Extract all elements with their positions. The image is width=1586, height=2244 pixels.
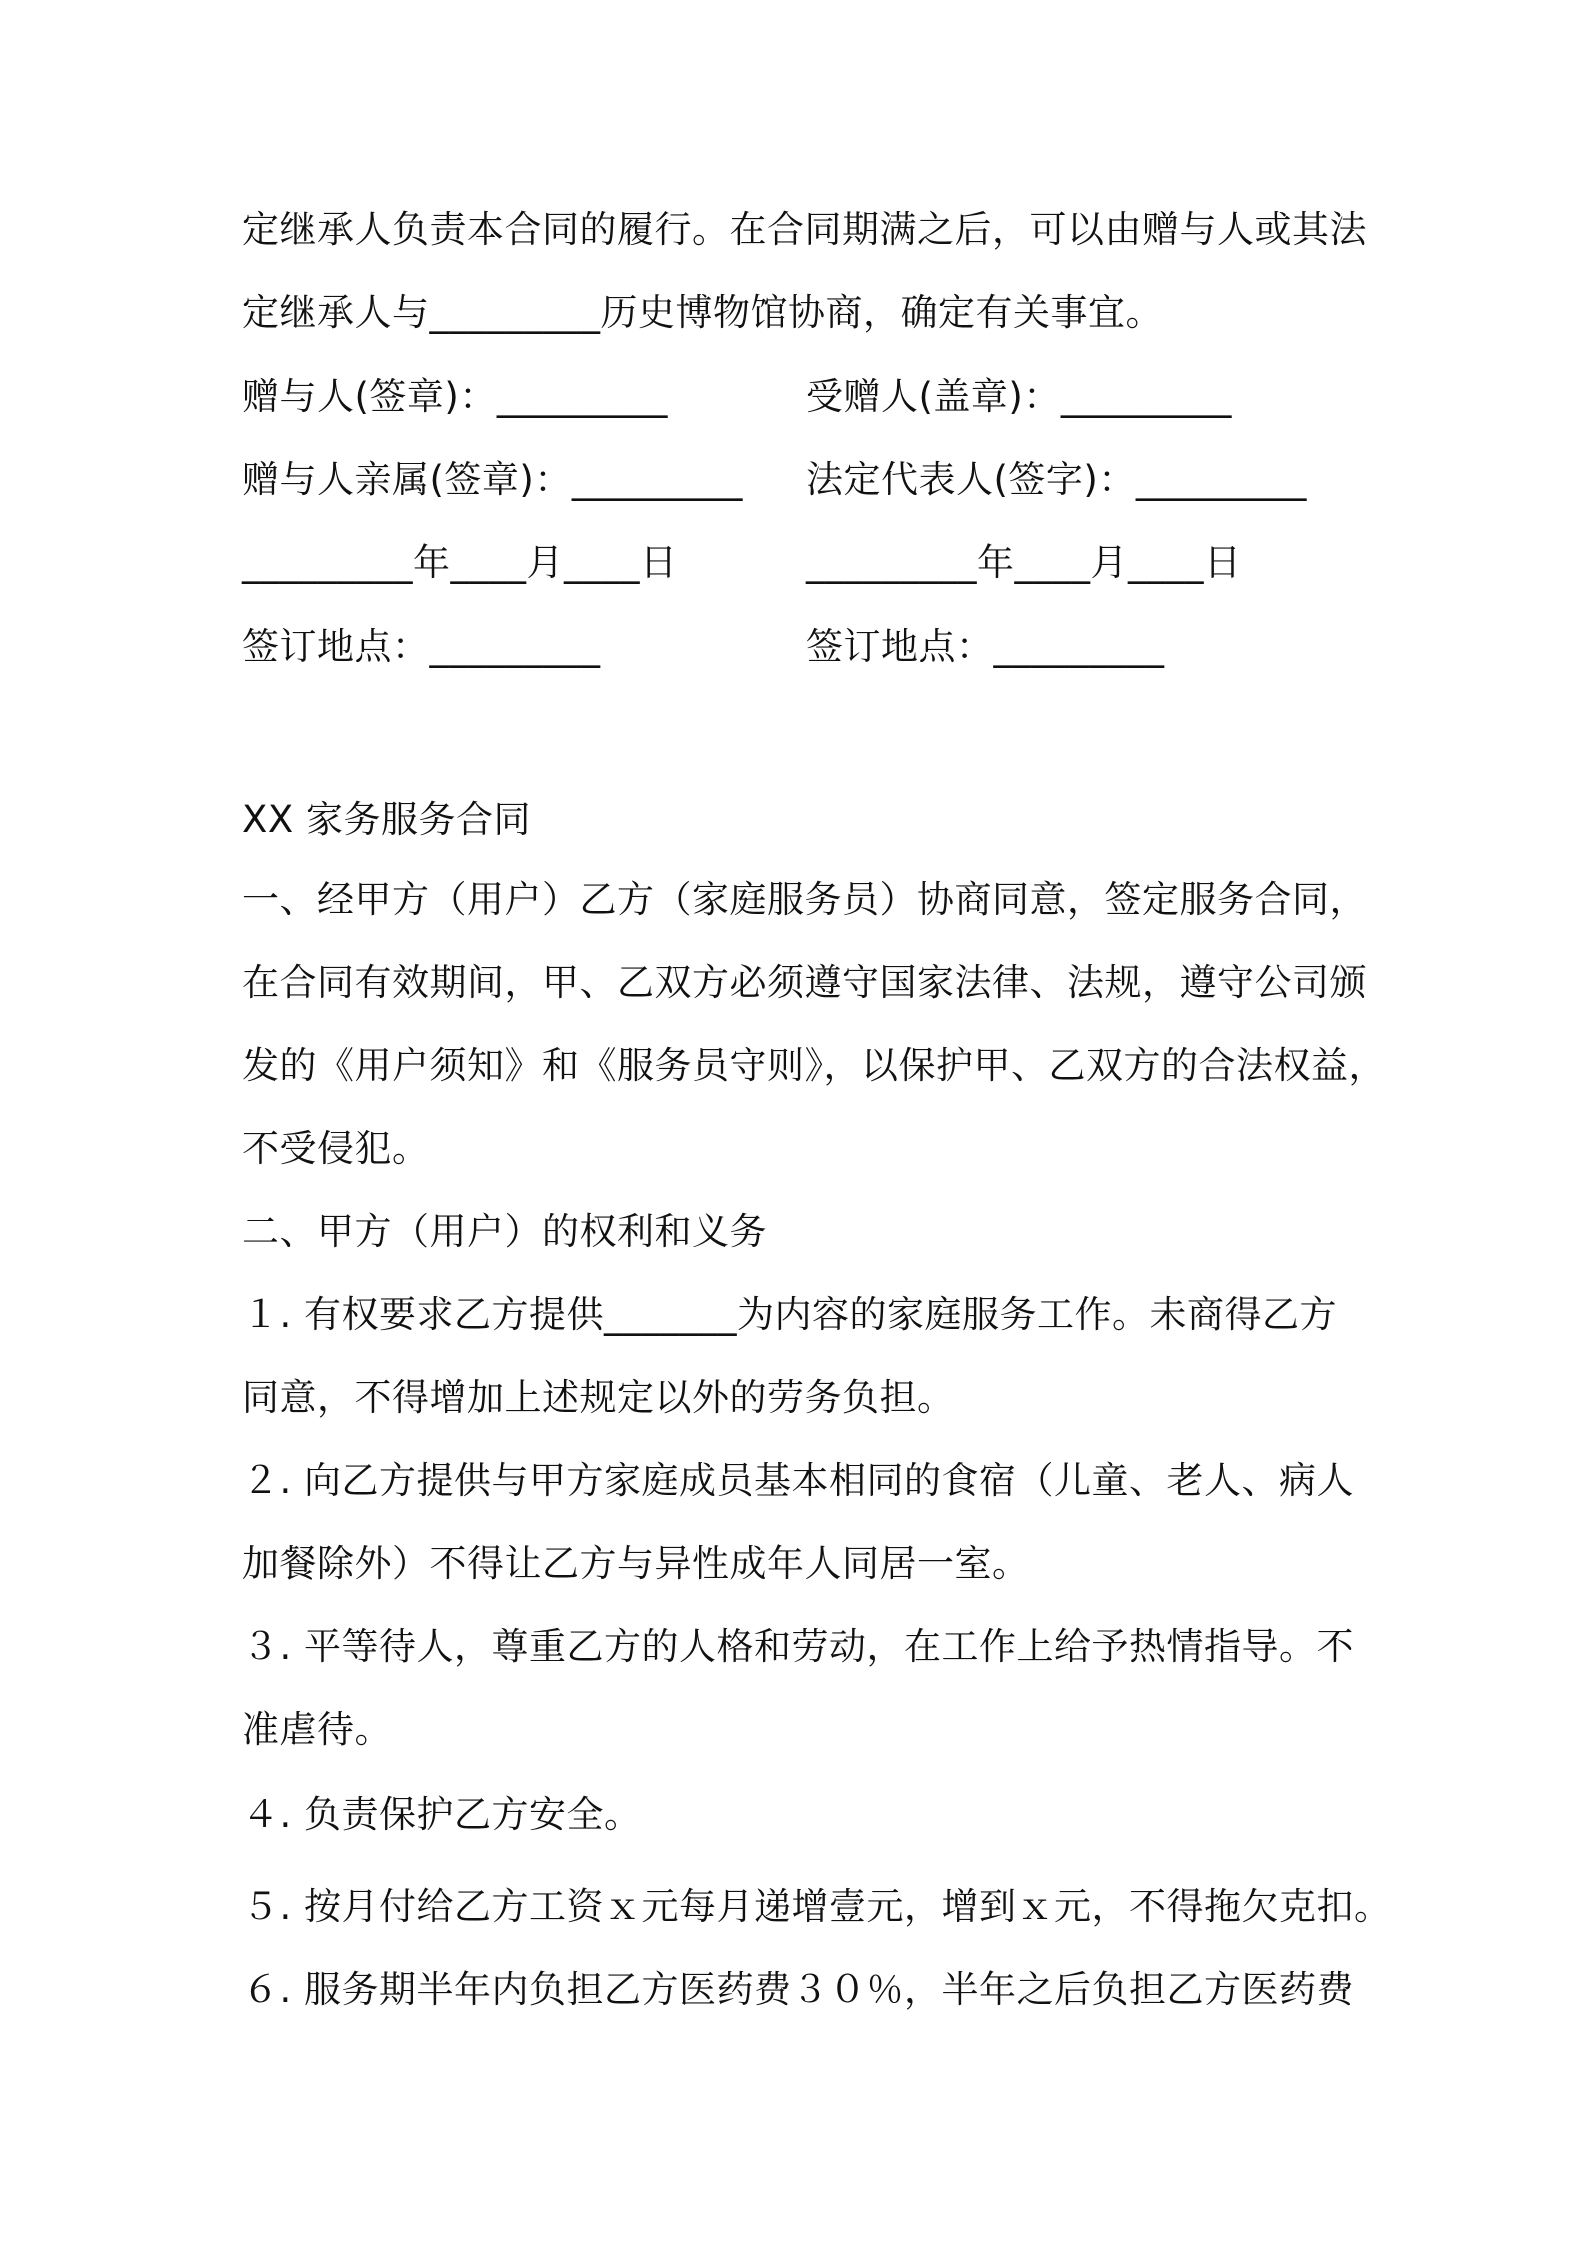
legal-representative-signature-line: 法定代表人(签字)：_________ — [806, 458, 1307, 501]
contract-line: 同意，不得增加上述规定以外的劳务负担。 — [242, 1376, 955, 1419]
contract-line: ６. 服务期半年内负担乙方医药费３０％，半年之后负担乙方医药费 — [242, 1968, 1355, 2011]
contract-line: ４. 负责保护乙方安全。 — [242, 1793, 642, 1836]
contract-line: 不受侵犯。 — [242, 1127, 430, 1170]
signing-place-left: 签订地点：_________ — [242, 625, 601, 668]
contract-line: １. 有权要求乙方提供_______为内容的家庭服务工作。未商得乙方 — [242, 1293, 1338, 1336]
paragraph-line: 定继承人负责本合同的履行。在合同期满之后，可以由赠与人或其法 — [242, 208, 1367, 251]
section-heading: 二、甲方（用户）的权利和义务 — [242, 1210, 767, 1253]
donor-relative-signature-line: 赠与人亲属(签章)：_________ — [242, 458, 743, 501]
contract-line: 一、经甲方（用户）乙方（家庭服务员）协商同意，签定服务合同， — [242, 878, 1367, 921]
contract-line: ３. 平等待人，尊重乙方的人格和劳动，在工作上给予热情指导。不 — [242, 1625, 1355, 1668]
date-line-left: _________年____月____日 — [242, 541, 678, 584]
paragraph-line: 定继承人与_________历史博物馆协商，确定有关事宜。 — [242, 291, 1163, 334]
recipient-seal-line: 受赠人(盖章)：_________ — [806, 375, 1232, 418]
contract-line: 准虐待。 — [242, 1708, 392, 1751]
contract-line: 加餐除外）不得让乙方与异性成年人同居一室。 — [242, 1542, 1030, 1585]
contract-line: ２. 向乙方提供与甲方家庭成员基本相同的食宿（儿童、老人、病人 — [242, 1459, 1355, 1502]
date-line-right: _________年____月____日 — [806, 541, 1242, 584]
contract-title: XX 家务服务合同 — [242, 798, 531, 841]
contract-line: ５. 按月付给乙方工资ｘ元每月递增壹元，增到ｘ元，不得拖欠克扣。 — [242, 1885, 1392, 1928]
signing-place-right: 签订地点：_________ — [806, 625, 1165, 668]
contract-line: 发的《用户须知》和《服务员守则》，以保护甲、乙双方的合法权益， — [242, 1044, 1386, 1087]
contract-line: 在合同有效期间，甲、乙双方必须遵守国家法律、法规，遵守公司颁 — [242, 961, 1367, 1004]
donor-signature-line: 赠与人(签章)：_________ — [242, 375, 668, 418]
